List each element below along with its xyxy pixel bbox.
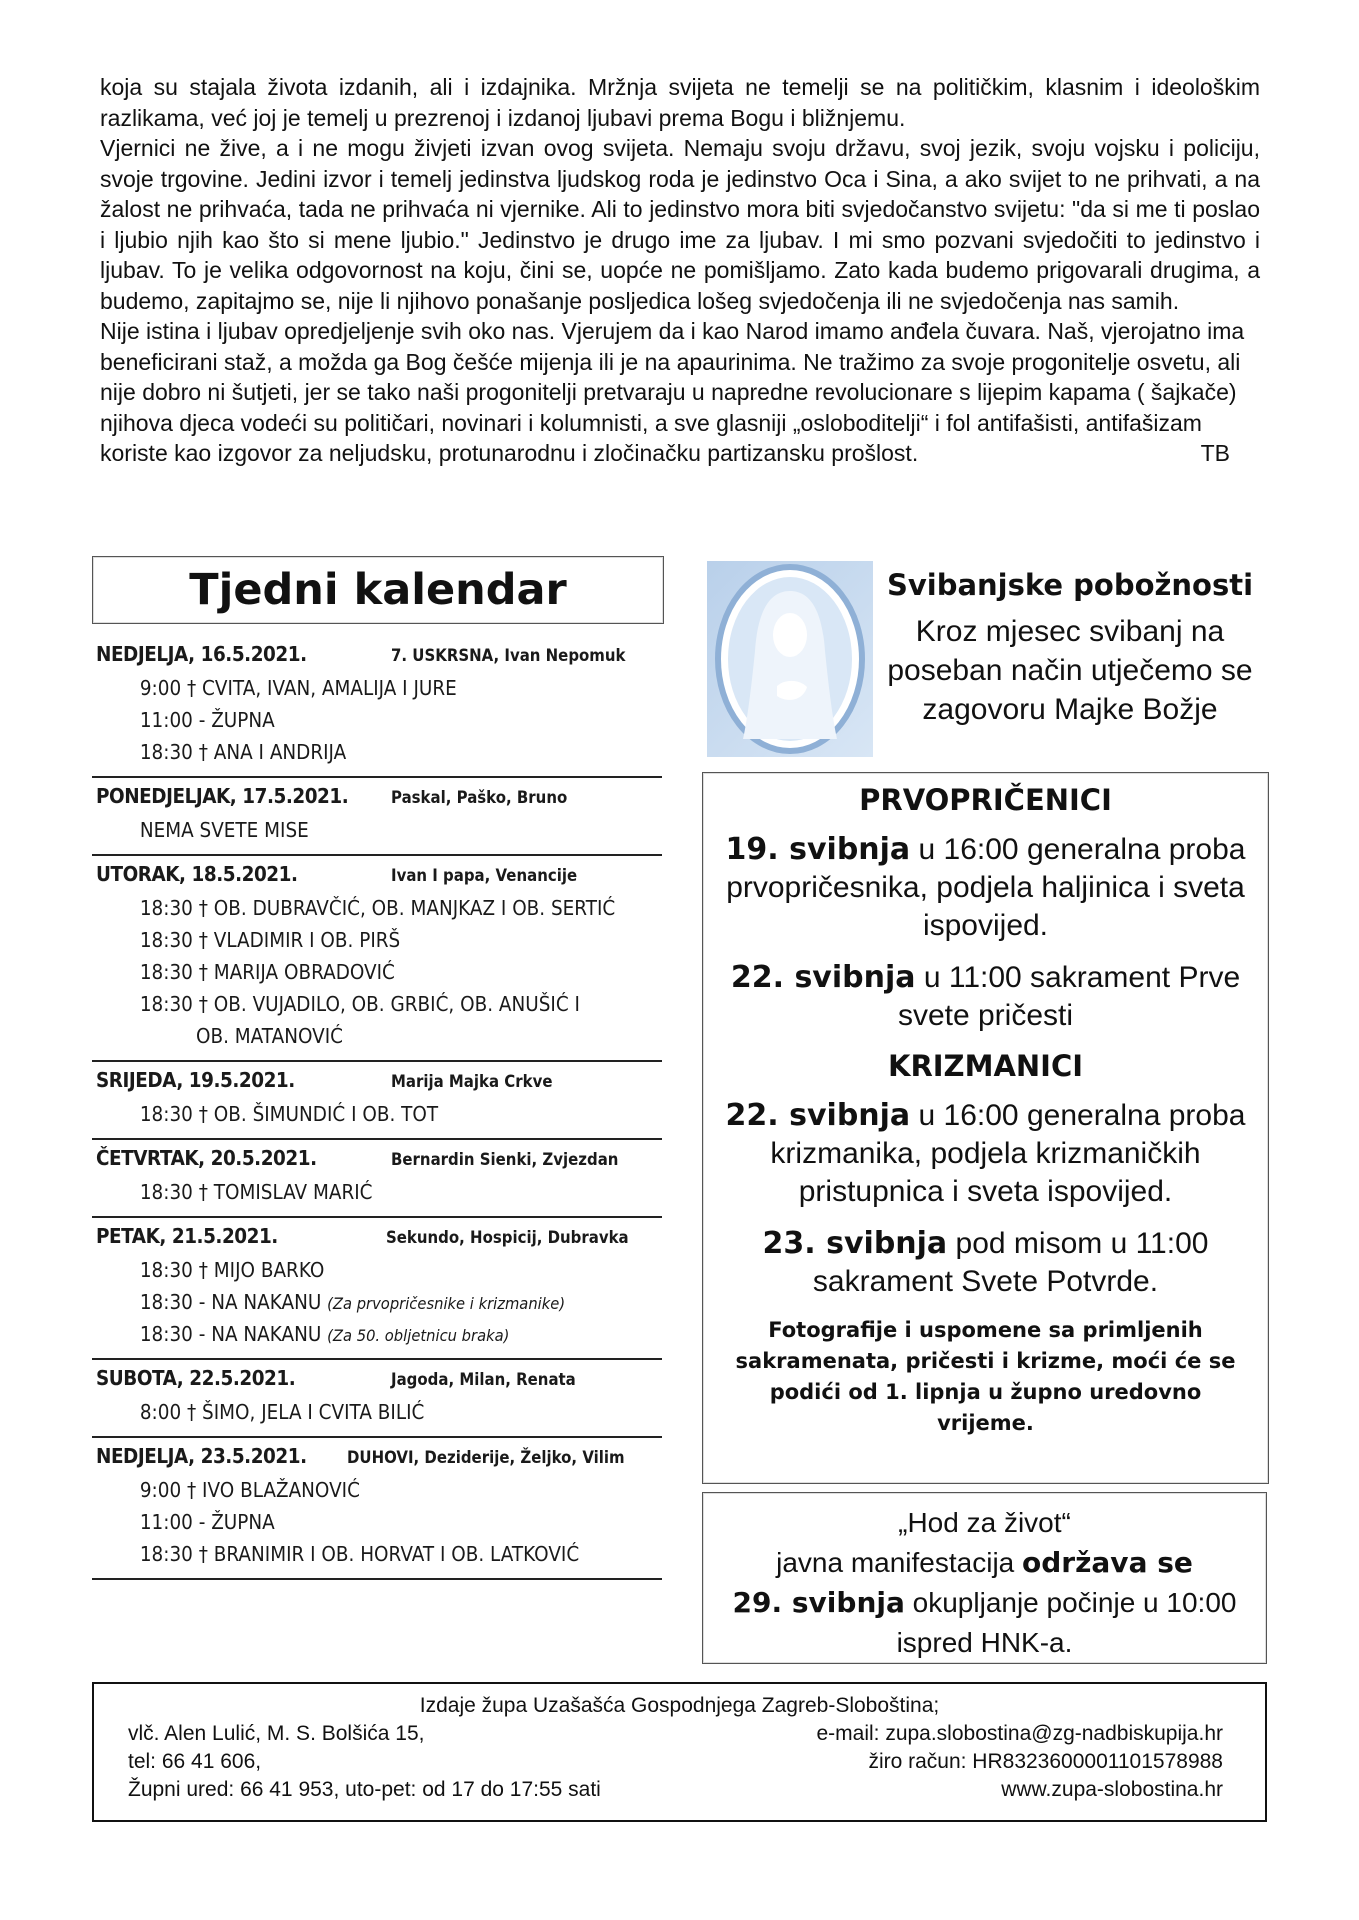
event-date: 19. svibnja [725,832,911,867]
mass-entry [92,1098,616,1130]
mass-text: 18:30 † VLADIMIR I OB. PIRŠ [139,928,401,952]
calendar-day-saint: Jagoda, Milan, Renata [391,1370,576,1390]
walk-for-life-line [703,1543,1266,1583]
calendar-day-date: PONEDJELJAK, 17.5.2021. [96,784,349,808]
calendar-day-date: SUBOTA, 22.5.2021. [96,1366,296,1390]
mass-entry [92,1318,616,1350]
footer-office: Župni ured: 66 41 953, uto-pet: od 17 do 17:55 sati [128,1778,601,1801]
calendar-day [92,1218,662,1360]
walk-date: 29. svibnja [732,1586,905,1619]
footer-account: žiro račun: HR8323600001101578988 [868,1750,1223,1773]
calendar-day-header [92,784,662,814]
calendar-day-saint: Bernardin Sienki, Zvjezdan [391,1150,619,1170]
footer-publisher: Izdaje župa Uzašašća Gospodnjega Zagreb-Sloboština; [419,1694,940,1717]
calendar-day-header [92,1444,662,1474]
article-signature: TB [1200,440,1230,466]
may-devotions-text: Kroz mjesec svibanj na poseban način utječemo se zagovoru Majke Božje [887,615,1253,726]
mass-text: 18:30 † MIJO BARKO [139,1258,325,1282]
mass-text: 18:30 † TOMISLAV MARIĆ [139,1180,373,1204]
virgin-mary-image [707,561,873,757]
event-item [703,1097,1268,1211]
mass-note: (Za prvopričesnike i krizmanike) [327,1294,566,1313]
event-item [703,959,1268,1035]
mass-text: 9:00 † CVITA, IVAN, AMALIJA I JURE [139,676,457,700]
mass-entry [92,1286,616,1318]
mass-text: 18:30 † MARIJA OBRADOVIĆ [139,960,395,984]
calendar-day-header [92,1068,662,1098]
calendar-day-date: SRIJEDA, 19.5.2021. [96,1068,295,1092]
mass-entry [92,1538,616,1570]
mass-entry [92,736,616,768]
calendar-title: Tjedni kalendar [189,565,567,615]
may-devotions [875,568,1265,729]
footer-priest: vlč. Alen Lulić, M. S. Bolšića 15, [128,1722,425,1745]
walk-text: okupljanje počinje u 10:00 [904,1587,1237,1618]
mass-entry [92,704,616,736]
confirmation-title: KRIZMANICI [887,1049,1084,1083]
mass-text: 18:30 † OB. ŠIMUNDIĆ I OB. TOT [139,1102,439,1126]
calendar-day [92,1360,662,1438]
calendar-day-header [92,1224,662,1254]
event-date: 22. svibnja [730,960,916,995]
mass-text: 11:00 - ŽUPNA [139,708,275,732]
calendar-day-saint: Sekundo, Hospicij, Dubravka [386,1228,629,1248]
mass-entry [92,1020,616,1052]
walk-text: javna manifestacija [776,1547,1023,1578]
mass-text: 8:00 † ŠIMO, JELA I CVITA BILIĆ [139,1400,425,1424]
calendar-day [92,856,662,1062]
article-paragraph: Vjernici ne žive, a i ne mogu živjeti izvan ovog svijeta. Nemaju svoju državu, svoj jezik, svoju vojsku i policiju, svoje trgovine. Jedini izvor i temelj jedinstva ljudskog roda je jedinstvo Oca i Sina, a ako svijet to ne prihvati, a na žalost ne prihvaća, tada ne prihvaća ni vjernike. Ali to jedinstvo mora biti svjedočanstvo svijetu: "da si me ti poslao i ljubio njih kao što si mene ljubio." Jedinstvo je drugo ime za ljubav. I mi smo pozvani svjedočiti to jedinstvo i ljubav. To je velika odgovornost na koju, čini se, uopće ne pomišljamo. Zato kada budemo prigovarali drugima, a budemo, zapitajmo se, nije li njihovo ponašanje posljedica lošeg svjedočenja ili ne svjedočenja nas samih. [100,135,1260,314]
mass-entry [92,924,616,956]
event-date: 23. svibnja [762,1226,948,1261]
calendar-day [92,636,662,778]
mass-text: 18:30 - NA NAKANU [139,1290,322,1314]
footer-left [128,1720,601,1804]
calendar-day [92,1140,662,1218]
walk-for-life-title: „Hod za život“ [898,1507,1071,1538]
mass-entry [92,672,616,704]
mass-text: 9:00 † IVO BLAŽANOVIĆ [139,1478,360,1502]
calendar-day-saint: Ivan I papa, Venancije [391,866,578,886]
calendar-day-saint: Paskal, Paško, Bruno [391,788,568,808]
footer [92,1682,1267,1822]
photo-note: Fotografije i uspomene sa primljenih sakramenata, pričesti i krizme, moći će se podići od 1. lipnja u župno uredovno vrijeme. [735,1318,1236,1435]
walk-for-life-line [703,1583,1266,1623]
calendar-day [92,778,662,856]
article-paragraph: Nije istina i ljubav opredjeljenje svih oko nas. Vjerujem da i kao Narod imamo anđela čuvara. Naš, vjerojatno ima beneficirani staž, a možda ga Bog češće mijenja ili je na apaurinima. Ne tražimo za svoje progonitelje osvetu, ali nije dobro ni šutjeti, jer se tako naši progonitelji pretvaraju u napredne revolucionare s lijepim kapama ( šajkače) njihova djeca vodeći su političari, novinari i kolumnisti, a sve glasniji „osloboditelji“ i fol antifašisti, antifašizam koriste kao izgovor za neljudsku, protunarodnu i zločinačku partizansku prošlost. [100,318,1245,466]
calendar-day-date: PETAK, 21.5.2021. [96,1224,278,1248]
mass-entry [92,956,616,988]
mass-entry [92,1474,616,1506]
calendar-day-date: NEDJELJA, 23.5.2021. [96,1444,307,1468]
mass-text: NEMA SVETE MISE [139,818,309,842]
mass-text: 11:00 - ŽUPNA [139,1510,275,1534]
calendar-day-date: ČETVRTAK, 20.5.2021. [96,1146,317,1170]
article-paragraph: koja su stajala života izdanih, ali i izdajnika. Mržnja svijeta ne temelji se na političkim, klasnim i ideološkim razlikama, već joj je temelj u prezrenoj i izdanoj ljubavi prema Bogu i bližnjemu. [100,74,1260,131]
calendar-day-saint: Marija Majka Crkve [391,1072,553,1092]
event-item [703,1225,1268,1301]
event-text: u 16:00 generalna proba krizmanika, podjela krizmaničkih pristupnica i sveta ispovijed. [770,1099,1246,1208]
calendar-day-header [92,642,662,672]
mass-entry [92,814,616,846]
mass-note: (Za 50. obljetnicu braka) [327,1326,510,1345]
mass-text: 18:30 † OB. DUBRAVČIĆ, OB. MANJKAZ I OB. SERTIĆ [139,896,616,920]
calendar-day-saint: DUHOVI, Deziderije, Željko, Vilim [346,1448,625,1468]
calendar-day-date: UTORAK, 18.5.2021. [96,862,298,886]
mass-entry [92,1254,616,1286]
calendar-day-saint: 7. USKRSNA, Ivan Nepomuk [391,646,626,666]
calendar-day-header [92,1146,662,1176]
event-text: pod misom u 11:00 sakrament Svete Potvrde. [812,1227,1209,1298]
calendar-title-box [92,556,664,624]
calendar-day-header [92,862,662,892]
calendar-day [92,1062,662,1140]
mass-entry [92,988,616,1020]
calendar-day-date: NEDJELJA, 16.5.2021. [96,642,307,666]
footer-web[interactable]: www.zupa-slobostina.hr [1001,1778,1223,1801]
footer-email: e-mail: zupa.slobostina@zg-nadbiskupija.hr [816,1722,1223,1745]
footer-right [816,1720,1223,1804]
mass-entry [92,1396,616,1428]
calendar-day-header [92,1366,662,1396]
calendar-day [92,1438,662,1580]
walk-for-life-box [702,1492,1267,1664]
event-item [703,831,1268,945]
footer-tel: tel: 66 41 606, [128,1750,262,1773]
mass-entry [92,892,616,924]
mass-text: 18:30 - NA NAKANU [139,1322,322,1346]
mass-text: 18:30 † OB. VUJADILO, OB. GRBIĆ, OB. ANUŠIĆ I [139,992,580,1016]
mass-text: OB. MATANOVIĆ [195,1024,343,1048]
event-text: u 16:00 generalna proba prvopričesnika, podjela haljinica i sveta ispovijed. [726,833,1246,942]
weekly-calendar [92,636,662,1580]
walk-for-life-location: ispred HNK-a. [896,1627,1073,1658]
event-date: 22. svibnja [725,1098,911,1133]
mass-text: 18:30 † BRANIMIR I OB. HORVAT I OB. LATKOVIĆ [139,1542,580,1566]
mass-entry [92,1506,616,1538]
sacraments-box [702,772,1269,1484]
mass-entry [92,1176,616,1208]
walk-text-bold: održava se [1022,1546,1193,1579]
may-devotions-title: Svibanjske pobožnosti [886,568,1254,602]
article-text [100,72,1260,469]
mass-text: 18:30 † ANA I ANDRIJA [139,740,347,764]
event-text: u 11:00 sakrament Prve svete pričesti [897,961,1241,1032]
first-communion-title: PRVOPRIČENICI [859,783,1112,817]
